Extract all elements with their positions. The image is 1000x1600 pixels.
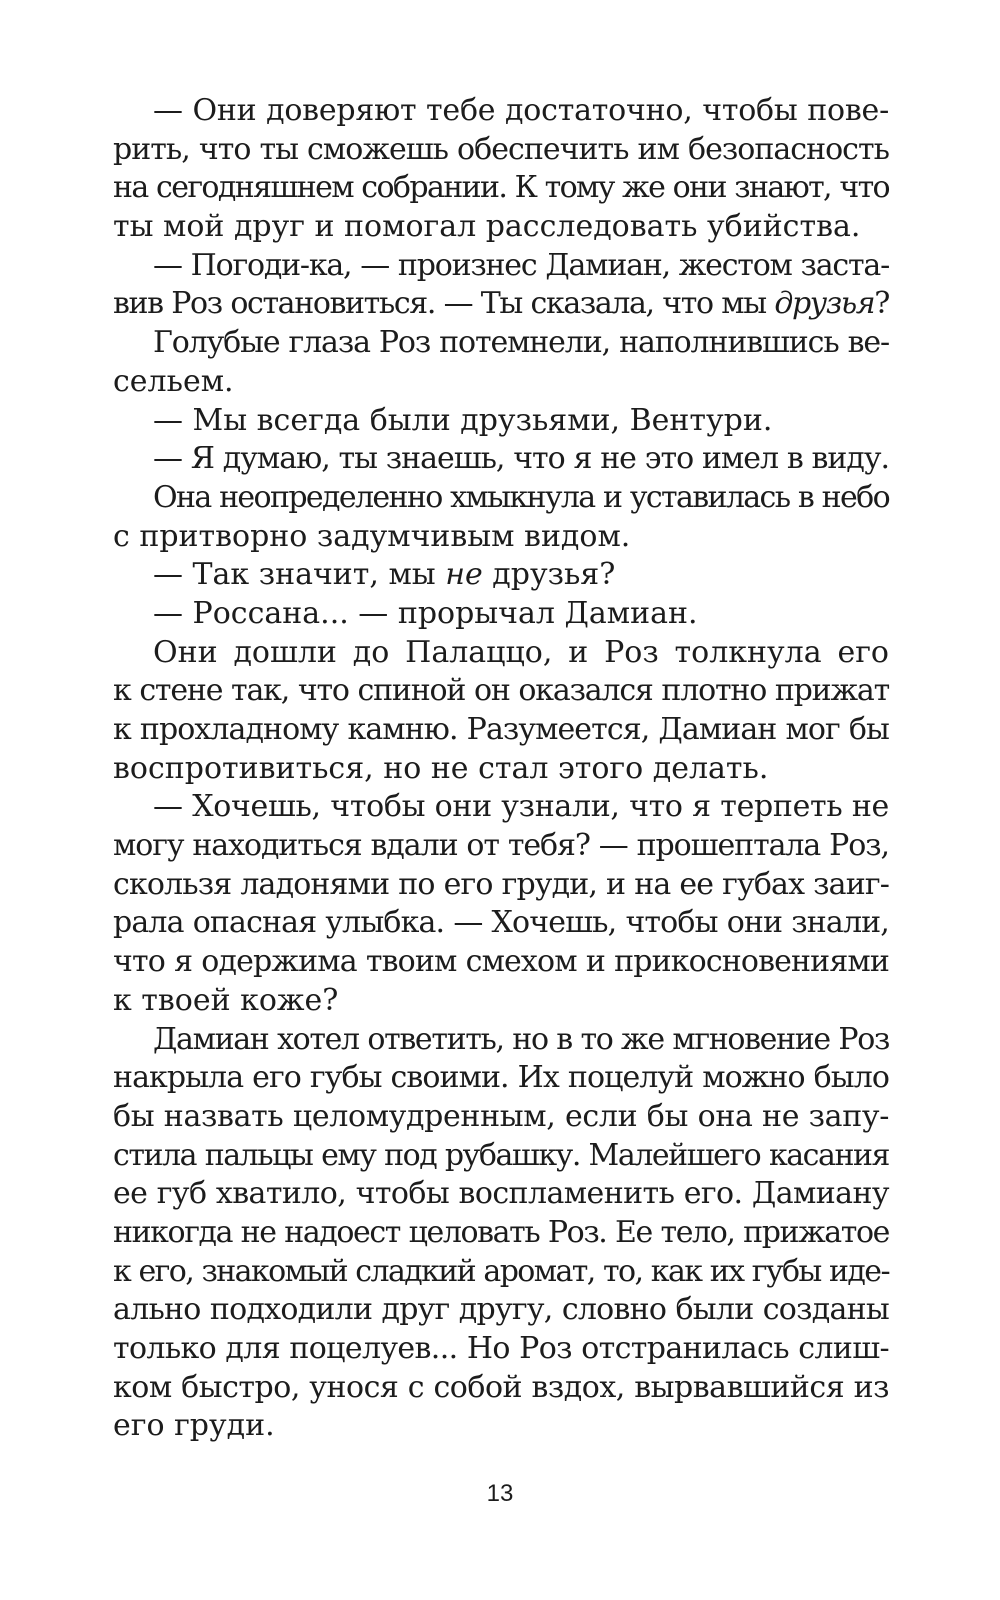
text-line: — Хочешь, чтобы они узнали, что я терпеть не bbox=[153, 789, 889, 825]
text-line: стила пальцы ему под рубашку. Малейшего касания bbox=[113, 1137, 889, 1173]
text-line: — Так значит, мы не друзья? bbox=[153, 557, 616, 593]
text-line: сельем. bbox=[113, 363, 234, 399]
text-line: ты мой друг и помогал расследовать убийства. bbox=[113, 209, 861, 245]
text-line: что я одержима твоим смехом и прикосновениями bbox=[113, 944, 889, 980]
page-body-text bbox=[113, 92, 889, 1446]
emphasized-word: не bbox=[445, 557, 483, 593]
text-line: на сегодняшнем собрании. К тому же они знают, что bbox=[113, 170, 889, 206]
text-line: Голубые глаза Роз потемнели, наполнившись ве- bbox=[153, 325, 889, 361]
text-line: — Россана... — прорычал Дамиан. bbox=[153, 595, 698, 631]
text-line: Они дошли до Палаццо, и Роз толкнула его bbox=[153, 634, 889, 670]
text-line: — Мы всегда были друзьями, Вентури. bbox=[153, 402, 773, 438]
text-line: накрыла его губы своими. Их поцелуй можно было bbox=[113, 1060, 889, 1096]
emphasized-word: друзья bbox=[774, 286, 875, 322]
text-line: Она неопределенно хмыкнула и уставилась в небо bbox=[153, 479, 889, 515]
text-line: только для поцелуев... Но Роз отстранилась слиш- bbox=[113, 1331, 889, 1366]
text-line: его груди. bbox=[113, 1408, 275, 1444]
text-line: к прохладному камню. Разумеется, Дамиан мог бы bbox=[113, 712, 889, 747]
text-line: — Я думаю, ты знаешь, что я не это имел в виду. bbox=[153, 441, 889, 477]
text-line: Дамиан хотел ответить, но в то же мгновение Роз bbox=[153, 1021, 889, 1057]
text-line: никогда не надоест целовать Роз. Ее тело, прижатое bbox=[113, 1214, 889, 1250]
text-line: — Они доверяют тебе достаточно, чтобы пове- bbox=[153, 93, 889, 128]
text-line: рить, что ты сможешь обеспечить им безопасность bbox=[113, 131, 889, 167]
text-line: ком быстро, унося с собой вздох, вырвавшийся из bbox=[113, 1369, 889, 1405]
text-line: к его, знакомый сладкий аромат, то, как их губы иде- bbox=[113, 1253, 889, 1289]
text-line: скользя ладонями по его груди, и на ее губах заиг- bbox=[113, 866, 889, 902]
page-number: 13 bbox=[486, 1480, 514, 1507]
text-line: ально подходили друг другу, словно были созданы bbox=[113, 1292, 889, 1328]
text-line: бы назвать целомудренным, если бы она не запу- bbox=[113, 1098, 889, 1134]
text-line: могу находиться вдали от тебя? — прошептала Роз, bbox=[113, 828, 889, 864]
text-line: воспротивиться, но не стал этого делать. bbox=[113, 750, 769, 786]
text-line: к стене так, что спиной он оказался плотно прижат bbox=[113, 673, 889, 709]
text-line: ее губ хватило, чтобы воспламенить его. Дамиану bbox=[113, 1176, 889, 1212]
text-line: к твоей коже? bbox=[113, 982, 339, 1018]
text-line: с притворно задумчивым видом. bbox=[113, 518, 631, 554]
text-line: рала опасная улыбка. — Хочешь, чтобы они знали, bbox=[113, 905, 889, 941]
text-line: вив Роз остановиться. — Ты сказала, что мы друзья? bbox=[113, 286, 889, 322]
text-line: — Погоди-ка, — произнес Дамиан, жестом заста- bbox=[153, 247, 889, 283]
